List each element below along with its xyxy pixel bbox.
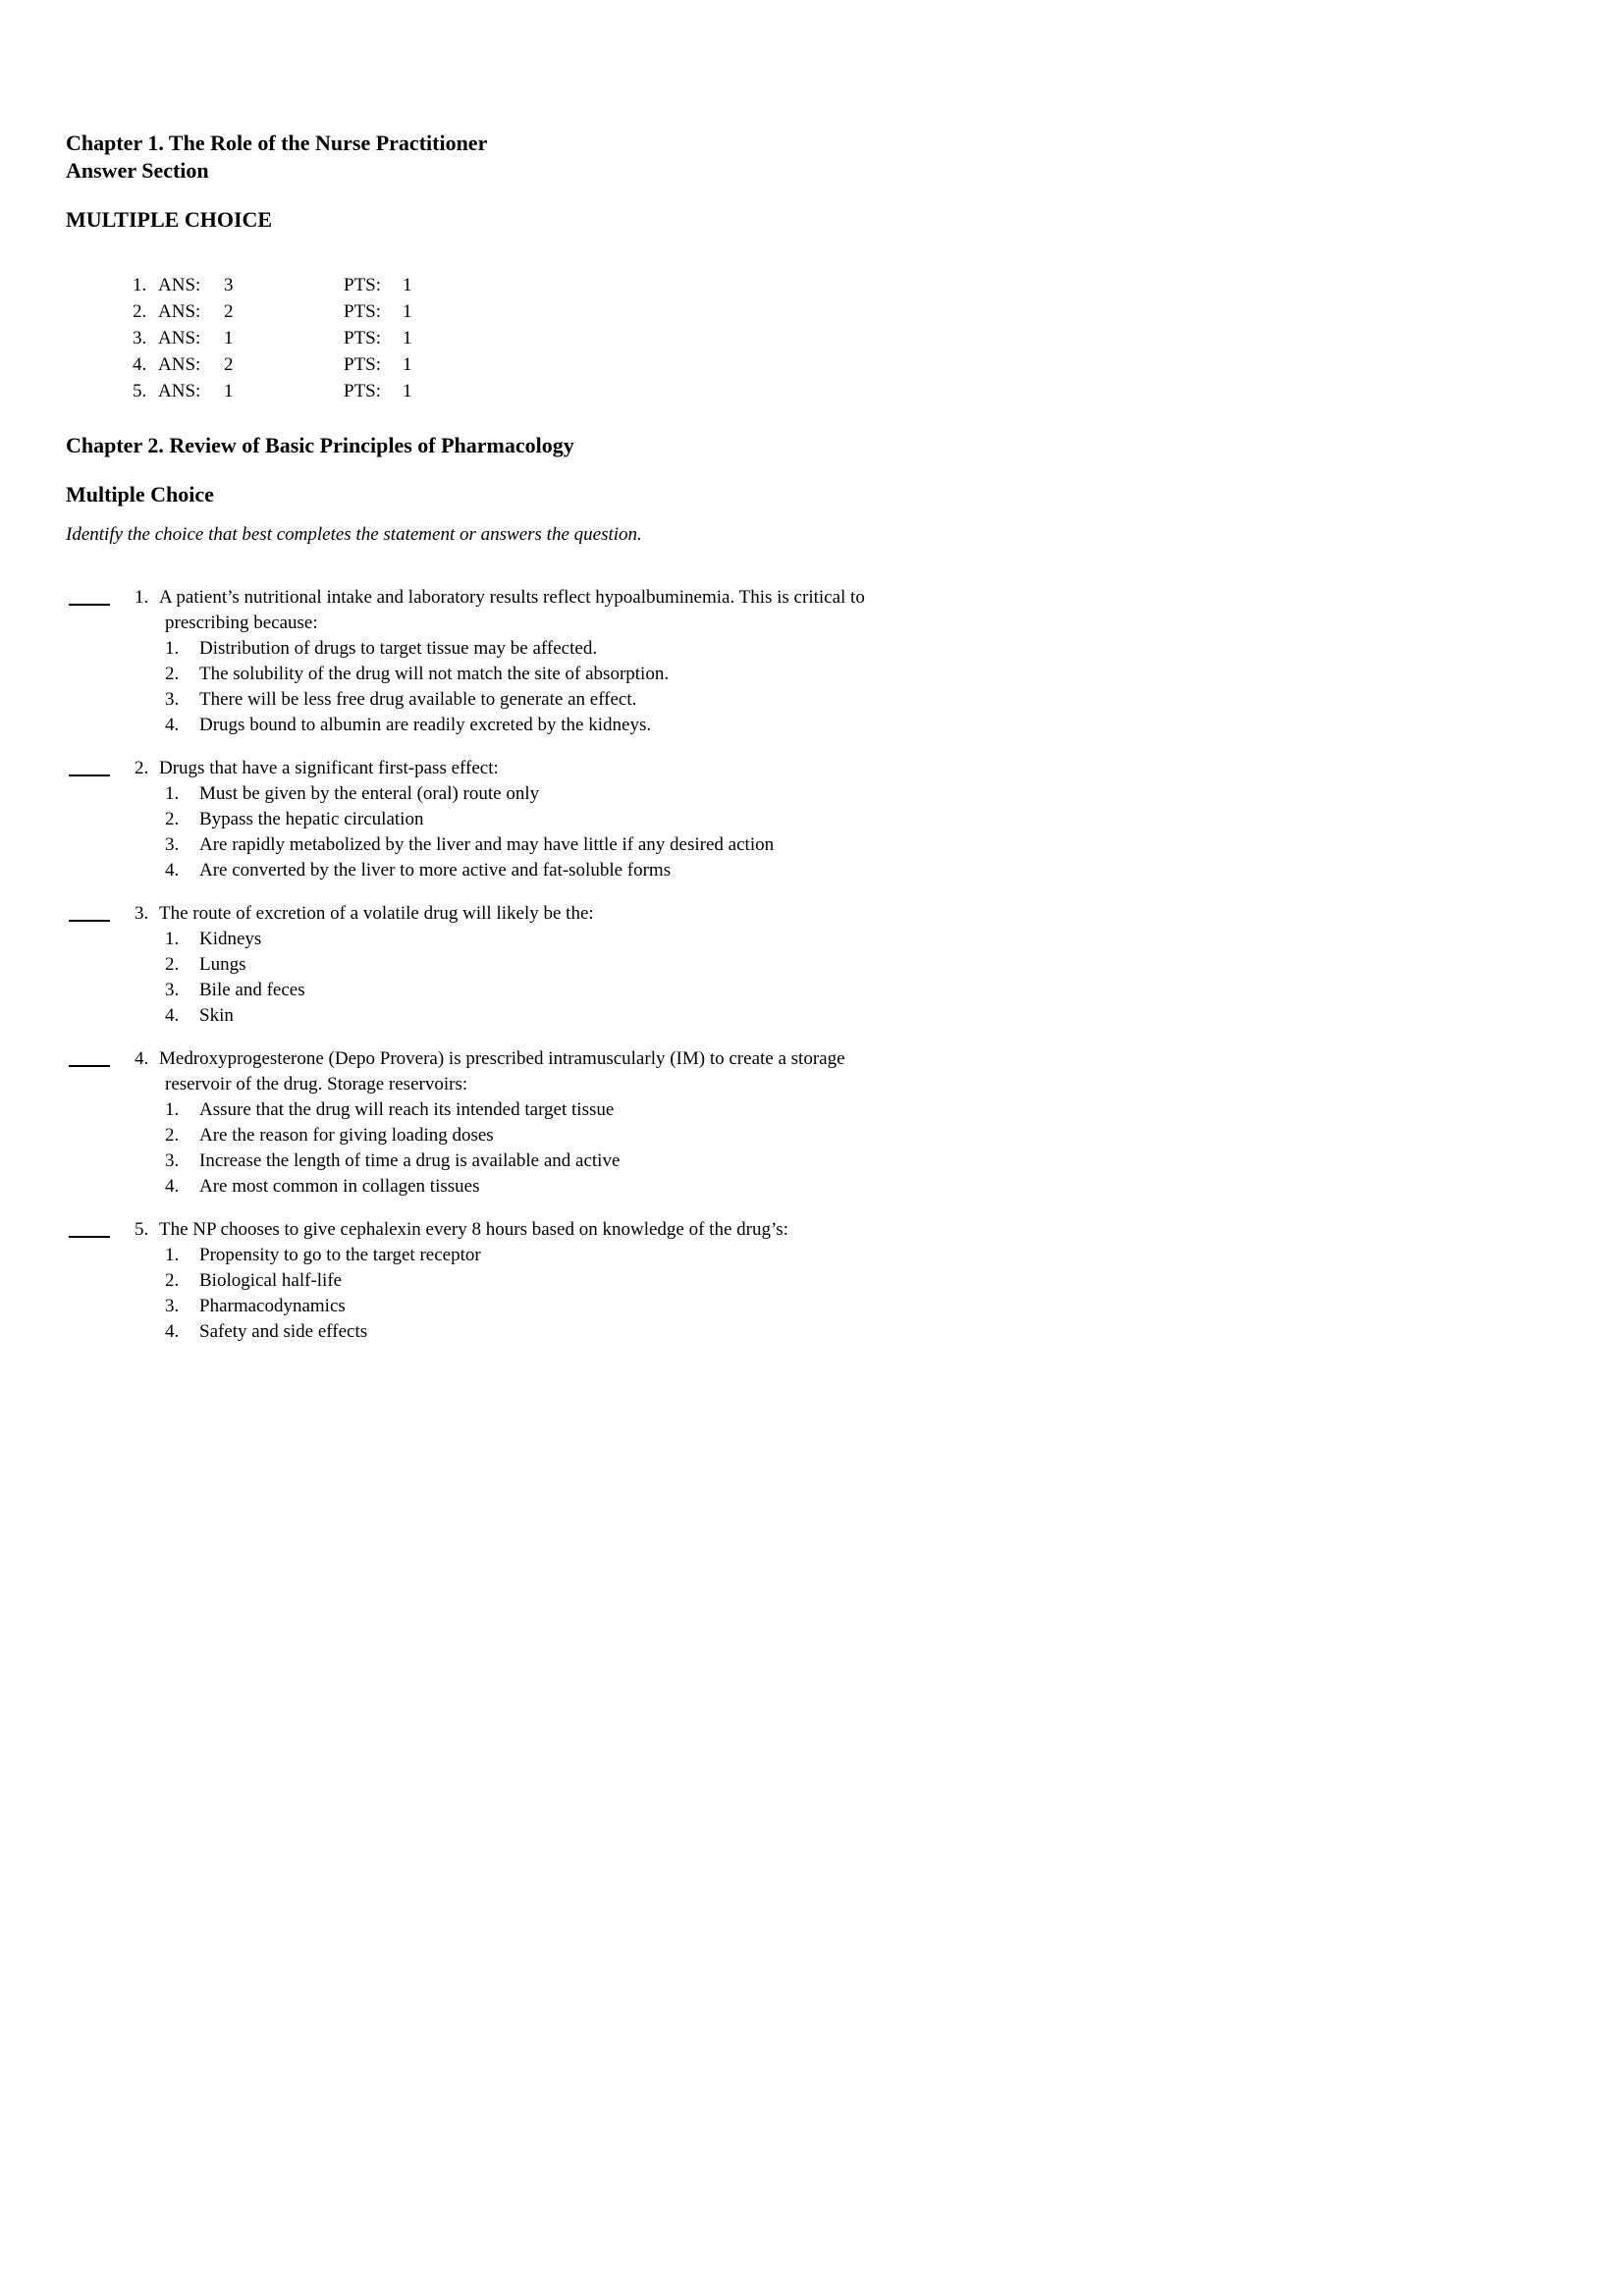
answer-number: 1. xyxy=(133,275,147,295)
question-text-line: The route of excretion of a volatile drug will likely be the: xyxy=(159,903,594,924)
answer-blank xyxy=(69,585,110,606)
answer-number: 4. xyxy=(133,354,147,375)
question xyxy=(66,756,1558,883)
option-item xyxy=(165,1243,1558,1268)
chapter2-title: Chapter 2. Review of Basic Principles of Pharmacology xyxy=(66,433,574,457)
option-number: 2. xyxy=(165,664,180,684)
question-text xyxy=(135,585,1558,611)
answer-key-list xyxy=(66,272,1558,404)
question-text xyxy=(135,1046,1558,1072)
pts-value: 1 xyxy=(403,354,412,375)
option-text: Bypass the hepatic circulation xyxy=(199,809,424,829)
ans-label: ANS: xyxy=(158,354,201,375)
pts-label: PTS: xyxy=(344,354,382,375)
question-number: 1. xyxy=(135,587,149,608)
option-text: Biological half-life xyxy=(199,1270,343,1291)
option-text: There will be less free drug available to generate an effect. xyxy=(199,689,637,710)
option-number: 4. xyxy=(165,1005,180,1026)
option-number: 1. xyxy=(165,783,180,804)
option-number: 4. xyxy=(165,1321,180,1342)
option-item xyxy=(165,1097,1558,1123)
option-text: Increase the length of time a drug is available and active xyxy=(199,1150,621,1171)
option-number: 1. xyxy=(165,1245,180,1265)
option-item xyxy=(165,1148,1558,1174)
option-item xyxy=(165,832,1558,858)
ans-value: 1 xyxy=(224,381,234,401)
option-item xyxy=(165,1003,1558,1029)
ans-label: ANS: xyxy=(158,275,201,295)
answer-row xyxy=(133,298,1558,325)
answer-row xyxy=(133,351,1558,378)
question-number: 4. xyxy=(135,1048,149,1069)
pts-value: 1 xyxy=(403,381,412,401)
option-text: Assure that the drug will reach its intended target tissue xyxy=(199,1099,615,1120)
answer-blank xyxy=(69,756,110,776)
option-number: 3. xyxy=(165,980,180,1000)
option-text: Propensity to go to the target receptor xyxy=(199,1245,481,1265)
multiple-choice-heading: Multiple Choice xyxy=(66,482,214,507)
question-body xyxy=(135,1046,1558,1200)
question xyxy=(66,901,1558,1029)
option-number: 2. xyxy=(165,954,180,975)
pts-value: 1 xyxy=(403,328,412,348)
pts-value: 1 xyxy=(403,275,412,295)
option-item xyxy=(165,978,1558,1003)
pts-label: PTS: xyxy=(344,381,382,401)
question xyxy=(66,1217,1558,1345)
option-text: Kidneys xyxy=(199,929,262,949)
answer-row xyxy=(133,325,1558,351)
option-number: 4. xyxy=(165,860,180,881)
pts-label: PTS: xyxy=(344,301,382,322)
option-text: Are converted by the liver to more active and fat-soluble forms xyxy=(199,860,672,881)
question-text xyxy=(135,901,1558,927)
ans-label: ANS: xyxy=(158,301,201,322)
question-text xyxy=(135,756,1558,781)
question-body xyxy=(135,901,1558,1029)
option-text: Are the reason for giving loading doses xyxy=(199,1125,494,1146)
question-text-line: Drugs that have a significant first-pass effect: xyxy=(159,758,499,778)
option-number: 2. xyxy=(165,1125,180,1146)
option-item xyxy=(165,636,1558,662)
question-text-line: The NP chooses to give cephalexin every 8 hours based on knowledge of the drug’s: xyxy=(159,1219,788,1240)
answer-blank xyxy=(69,1217,110,1238)
question-body xyxy=(135,585,1558,738)
ans-label: ANS: xyxy=(158,381,201,401)
option-item xyxy=(165,952,1558,978)
option-item xyxy=(165,662,1558,687)
answer-section-heading: Answer Section xyxy=(66,158,209,183)
question-text-continued: prescribing because: xyxy=(165,613,318,633)
ans-value: 2 xyxy=(224,301,234,322)
option-text: Skin xyxy=(199,1005,234,1026)
option-item xyxy=(165,1319,1558,1345)
question-number: 3. xyxy=(135,903,149,924)
multiple-choice-heading: MULTIPLE CHOICE xyxy=(66,207,273,232)
option-number: 2. xyxy=(165,1270,180,1291)
option-number: 3. xyxy=(165,1150,180,1171)
answer-blank xyxy=(69,901,110,922)
answer-row xyxy=(133,272,1558,298)
option-number: 3. xyxy=(165,689,180,710)
option-number: 3. xyxy=(165,834,180,855)
option-text: Pharmacodynamics xyxy=(199,1296,346,1316)
option-item xyxy=(165,807,1558,832)
question-number: 2. xyxy=(135,758,149,778)
option-text: Are rapidly metabolized by the liver and may have little if any desired action xyxy=(199,834,775,855)
option-item xyxy=(165,1268,1558,1294)
question-number: 5. xyxy=(135,1219,149,1240)
option-number: 1. xyxy=(165,1099,180,1120)
option-text: The solubility of the drug will not match the site of absorption. xyxy=(199,664,670,684)
option-text: Bile and feces xyxy=(199,980,305,1000)
answer-number: 3. xyxy=(133,328,147,348)
ans-label: ANS: xyxy=(158,328,201,348)
option-item xyxy=(165,1123,1558,1148)
option-item xyxy=(165,1174,1558,1200)
option-text: Safety and side effects xyxy=(199,1321,368,1342)
question-body xyxy=(135,1217,1558,1345)
chapter1-title: Chapter 1. The Role of the Nurse Practitioner xyxy=(66,131,488,155)
question xyxy=(66,1046,1558,1200)
pts-label: PTS: xyxy=(344,328,382,348)
option-item xyxy=(165,713,1558,738)
ans-value: 3 xyxy=(224,275,234,295)
instruction-text: Identify the choice that best completes the statement or answers the question. xyxy=(66,524,642,545)
question-text xyxy=(135,1217,1558,1243)
question-text-continued: reservoir of the drug. Storage reservoirs: xyxy=(165,1074,468,1095)
answer-blank xyxy=(69,1046,110,1067)
option-item xyxy=(165,1294,1558,1319)
pts-label: PTS: xyxy=(344,275,382,295)
answer-row xyxy=(133,378,1558,404)
option-number: 1. xyxy=(165,638,180,659)
question xyxy=(66,585,1558,738)
option-number: 1. xyxy=(165,929,180,949)
answer-number: 2. xyxy=(133,301,147,322)
question-text-line: Medroxyprogesterone (Depo Provera) is prescribed intramuscularly (IM) to create a storage xyxy=(159,1048,845,1069)
option-item xyxy=(165,858,1558,883)
option-item xyxy=(165,687,1558,713)
ans-value: 1 xyxy=(224,328,234,348)
question-body xyxy=(135,756,1558,883)
option-text: Distribution of drugs to target tissue may be affected. xyxy=(199,638,598,659)
option-number: 3. xyxy=(165,1296,180,1316)
question-list xyxy=(66,585,1558,1345)
option-item xyxy=(165,781,1558,807)
ans-value: 2 xyxy=(224,354,234,375)
option-text: Are most common in collagen tissues xyxy=(199,1176,480,1197)
pts-value: 1 xyxy=(403,301,412,322)
answer-number: 5. xyxy=(133,381,147,401)
option-number: 2. xyxy=(165,809,180,829)
option-text: Must be given by the enteral (oral) route only xyxy=(199,783,540,804)
option-text: Drugs bound to albumin are readily excreted by the kidneys. xyxy=(199,715,652,735)
option-text: Lungs xyxy=(199,954,246,975)
option-number: 4. xyxy=(165,1176,180,1197)
option-item xyxy=(165,927,1558,952)
option-number: 4. xyxy=(165,715,180,735)
question-text-line: A patient’s nutritional intake and laboratory results reflect hypoalbuminemia. This is critical to xyxy=(159,587,865,608)
